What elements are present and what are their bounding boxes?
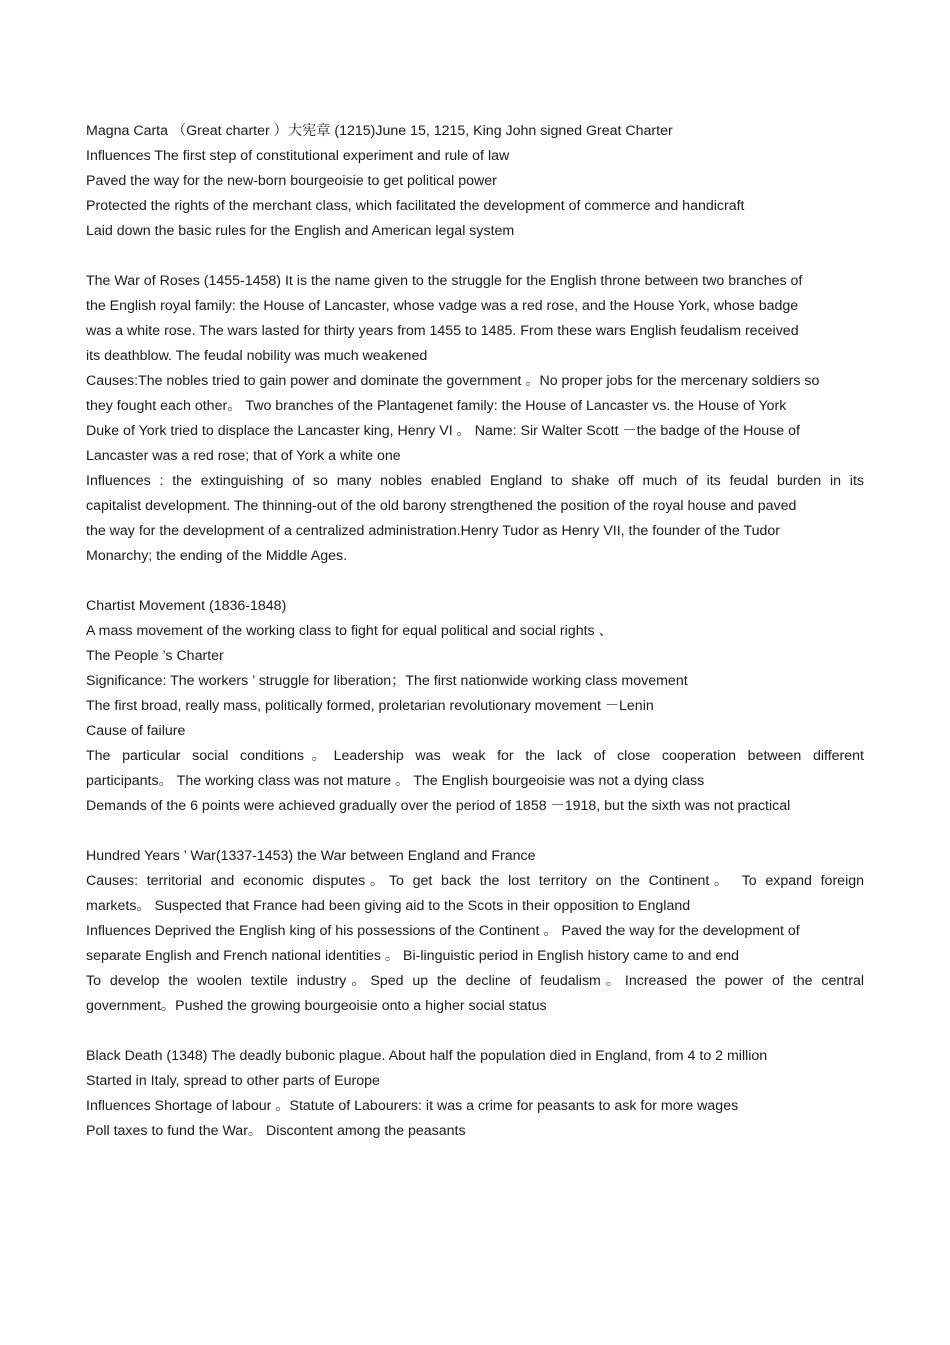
text-line: To develop the woolen textile industry。Sped up the decline of feudalism。Increased the power of the central	[86, 973, 864, 989]
text-line: its deathblow. The feudal nobility was much weakened	[86, 348, 428, 364]
text-line: Started in Italy, spread to other parts of Europe	[86, 1073, 380, 1089]
text-line: government。Pushed the growing bourgeoisie onto a higher social status	[86, 998, 547, 1014]
text-line: markets。 Suspected that France had been giving aid to the Scots in their opposition to England	[86, 898, 691, 914]
section-heading-line: Black Death (1348) The deadly bubonic plague. About half the population died in England, from 4 to 2 million	[86, 1048, 768, 1064]
text-line: Causes: territorial and economic disputes。To get back the lost territory on the Continent。 To expand foreign	[86, 873, 864, 889]
section-chartist-movement	[86, 594, 864, 819]
section-war-of-roses	[86, 269, 864, 569]
text-line: Significance: The workers ’ struggle for liberation；The first nationwide working class movement	[86, 673, 688, 689]
section-hundred-years-war	[86, 844, 864, 1019]
section-heading-line: Chartist Movement (1836-1848)	[86, 598, 287, 614]
section-heading-line: Hundred Years ’ War(1337-1453) the War between England and France	[86, 848, 536, 864]
text-line: Duke of York tried to displace the Lancaster king, Henry VI 。 Name: Sir Walter Scott －the badge of the House of	[86, 423, 800, 439]
text-line: Causes:The nobles tried to gain power and dominate the government 。No proper jobs for the mercenary soldiers so	[86, 373, 820, 389]
text-line: participants。 The working class was not mature 。 The English bourgeoisie was not a dying class	[86, 773, 705, 789]
section-heading-line: The War of Roses (1455-1458) It is the name given to the struggle for the English throne between two branches of	[86, 273, 803, 289]
text-line: Paved the way for the new-born bourgeoisie to get political power	[86, 173, 497, 189]
section-spacer	[86, 1019, 864, 1044]
text-line: Monarchy; the ending of the Middle Ages.	[86, 548, 348, 564]
text-line: Cause of failure	[86, 723, 186, 739]
text-line: Laid down the basic rules for the English and American legal system	[86, 223, 515, 239]
text-line: they fought each other。 Two branches of the Plantagenet family: the House of Lancaster vs. the House of York	[86, 398, 787, 414]
text-line: capitalist development. The thinning-out of the old barony strengthened the position of the royal house and paved	[86, 498, 797, 514]
text-line: The particular social conditions。Leadership was weak for the lack of close cooperation between different	[86, 748, 864, 764]
text-line: The People ’s Charter	[86, 648, 224, 664]
text-line: The first broad, really mass, politically formed, proletarian revolutionary movement －Lenin	[86, 698, 654, 714]
section-heading-line: Magna Carta （Great charter ）大宪章 (1215)June 15, 1215, King John signed Great Charter	[86, 123, 673, 139]
section-spacer	[86, 819, 864, 844]
text-line: Influences Deprived the English king of his possessions of the Continent 。 Paved the way for the development of	[86, 923, 800, 939]
text-line: Influences : the extinguishing of so many nobles enabled England to shake off much of its feudal burden in its	[86, 473, 864, 489]
section-spacer	[86, 244, 864, 269]
text-line: Influences Shortage of labour 。Statute of Labourers: it was a crime for peasants to ask for more wages	[86, 1098, 739, 1114]
text-line: separate English and French national identities 。 Bi-linguistic period in English history came to and end	[86, 948, 739, 964]
section-magna-carta	[86, 119, 864, 244]
text-line: was a white rose. The wars lasted for thirty years from 1455 to 1485. From these wars English feudalism received	[86, 323, 799, 339]
text-line: Poll taxes to fund the War。 Discontent among the peasants	[86, 1123, 466, 1139]
text-line: Lancaster was a red rose; that of York a white one	[86, 448, 401, 464]
text-line: Demands of the 6 points were achieved gradually over the period of 1858 －1918, but the sixth was not practical	[86, 798, 791, 814]
text-line: Influences The first step of constitutional experiment and rule of law	[86, 148, 510, 164]
text-line: Protected the rights of the merchant class, which facilitated the development of commerce and handicraft	[86, 198, 745, 214]
document-page	[86, 119, 864, 1144]
section-spacer	[86, 569, 864, 594]
text-line: A mass movement of the working class to fight for equal political and social rights 、	[86, 623, 613, 639]
section-black-death	[86, 1044, 864, 1144]
text-line: the way for the development of a centralized administration.Henry Tudor as Henry VII, the founder of the Tudor	[86, 523, 780, 539]
text-line: the English royal family: the House of Lancaster, whose vadge was a red rose, and the House York, whose badge	[86, 298, 799, 314]
